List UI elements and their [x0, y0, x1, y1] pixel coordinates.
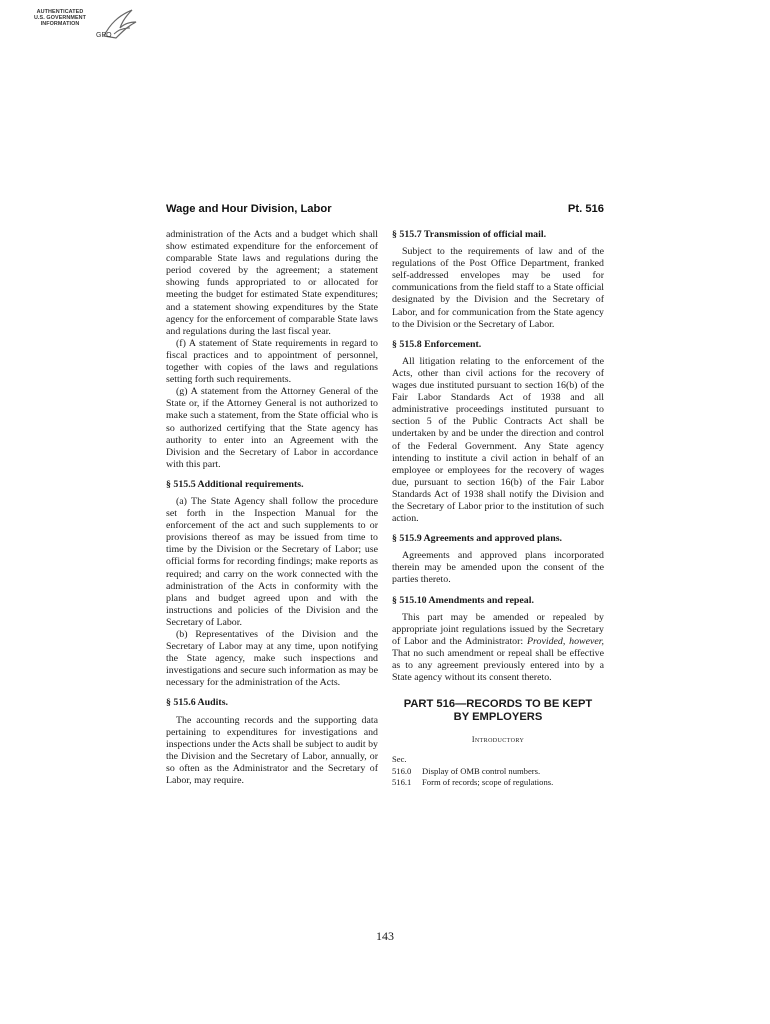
eagle-icon: [100, 6, 140, 46]
right-column: [392, 229, 604, 789]
page-number: 143: [376, 929, 394, 943]
paragraph: All litigation relating to the enforcement of the Acts, other than civil actions for the recovery of wages due instituted pursuant to section 16(b) of the Fair Labor Standards Act of 1938 and all administrative proceedings instituted pursuant to section 5 of the Public Contracts Act shall be undertaken by and be under the direction and control of the Federal Government. Any State agency intending to institute a civil action in behalf of an employee or employees for the recovery of wages due, pursuant to section 16(b) of the Fair Labor Standards Act of 1938 shall notify the Division and the Secretary of Labor prior to the institution of such action.: [392, 355, 604, 525]
paragraph: (b) Representatives of the Division and the Secretary of Labor may at any time, upon notifying the State agency, make such inspections and investigations and secure such information as may be necessary for the administration of the Acts.: [166, 629, 378, 689]
toc-sec-label: Sec.: [392, 754, 407, 765]
introductory-heading: Introductory: [471, 735, 525, 745]
toc-row: 516.1 Form of records; scope of regulations.: [392, 777, 554, 788]
seal-text: AUTHENTICATED U.S. GOVERNMENT INFORMATION: [33, 9, 87, 27]
section-heading: § 515.5 Additional requirements.: [166, 478, 304, 490]
italic-proviso: Provided, however,: [527, 635, 604, 647]
paragraph: This part may be amended or repealed by appropriate joint regulations issued by the Secretary of Labor and the Administrator: Provided, however, That no such amendment or repeal shall be effective as to any agreement previously entered into by a State agency without its consent thereto.: [392, 611, 604, 684]
section-heading: § 515.8 Enforcement.: [392, 338, 482, 350]
running-head-left: Wage and Hour Division, Labor: [166, 203, 332, 215]
paragraph: (f) A statement of State requirements in regard to fiscal practices and to appointment of personnel, together with copies of the laws and regulations setting forth such requirements.: [166, 337, 378, 386]
paragraph: (g) A statement from the Attorney General of the State or, if the Attorney General is not authorized to make such a statement, from the State official who is so authorized certifying that the State agency has authority to enter into an Agreement with the Division and the Secretary of Labor in accordance with this part.: [166, 386, 378, 470]
paragraph: (a) The State Agency shall follow the procedure set forth in the Inspection Manual for the enforcement of the act and such supplements to or provisions thereof as may be issued from time to time by the Division or the Secretary of Labor; use official forms for recording findings; make reports as required; and carry on the work connected with the administration of the Acts in conformity with the plans and budget agreed upon and with the instructions and policies of the Division and the Secretary of Labor.: [166, 495, 378, 628]
paragraph: Subject to the requirements of law and of the regulations of the Post Office Department, franked self-addressed envelopes may be used for communications from the field staff to a State official designated by the Division and the Secretary of Labor, and for communication from the State agency to the Division or the Secretary of Labor.: [392, 246, 604, 330]
seal-gpo-label: GPO: [96, 32, 112, 39]
part-title: PART 516—RECORDS TO BE KEPT BY EMPLOYERS: [403, 698, 593, 724]
left-column: [166, 229, 378, 787]
section-heading: § 515.10 Amendments and repeal.: [392, 594, 534, 606]
section-heading: § 515.9 Agreements and approved plans.: [392, 533, 563, 545]
table-of-contents: [392, 754, 604, 789]
paragraph: administration of the Acts and a budget which shall show estimated expenditure for the enforcement of comparable State laws and regulations during the period covered by the agreement; a statement showing funds appropriated to or allocated for meeting the budget for estimated State expenditures; and a statement showing expenditures by the State agency for the enforcement of comparable State laws and regulations during the last fiscal year.: [166, 229, 378, 337]
paragraph: The accounting records and the supporting data pertaining to expenditures for investigations and inspections under the Acts shall be subject to audit by the Division and the Secretary of Labor, annually, or so often as the Administrator and the Secretary of Labor, may require.: [166, 714, 378, 787]
section-heading: § 515.7 Transmission of official mail.: [392, 229, 547, 240]
toc-row: 516.0 Display of OMB control numbers.: [392, 765, 541, 776]
section-heading: § 515.6 Audits.: [166, 697, 229, 709]
gpo-authentication-seal: [30, 6, 142, 46]
paragraph: Agreements and approved plans incorporated therein may be amended upon the consent of the parties thereto.: [392, 550, 604, 586]
running-head-right: Pt. 516: [567, 203, 604, 215]
